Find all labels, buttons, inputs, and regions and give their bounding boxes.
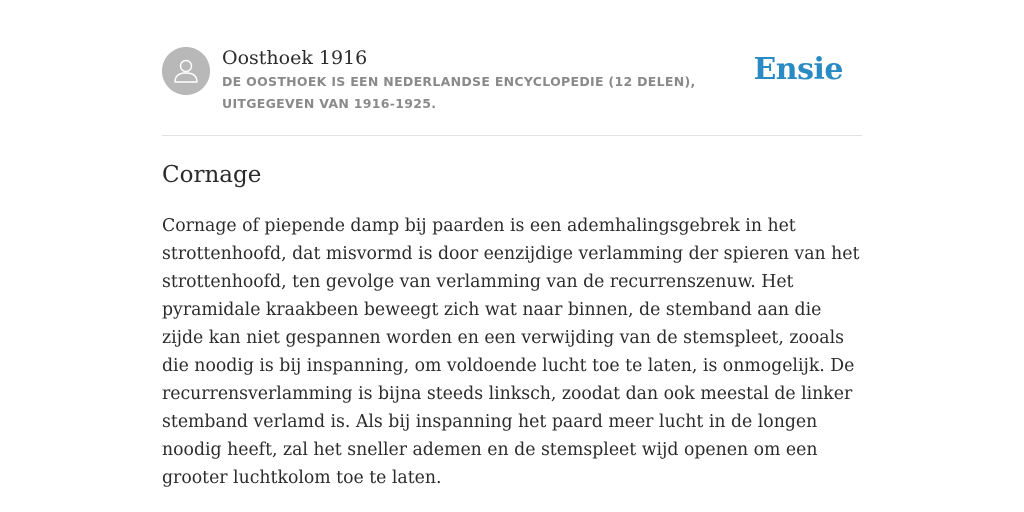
user-silhouette-icon bbox=[162, 47, 210, 95]
source-title[interactable]: Oosthoek 1916 bbox=[222, 47, 368, 69]
source-header bbox=[162, 46, 862, 116]
brand-logo[interactable]: Ensie bbox=[753, 52, 843, 87]
entry-body: Cornage of piepende damp bij paarden is een ademhalingsgebrek in het strottenhoofd, dat misvormd is door eenzijdige verlamming der spieren van het strottenhoofd, ten gevolge van verlamming van de recurrenszenuw. Het pyramidale kraakbeen beweegt zich wat naar binnen, de stemband aan die zijde kan niet gespannen worden en een verwijding van de stemspleet, zooals die noodig is bij inspanning, om voldoende lucht toe te laten, is onmogelijk. De recurrensverlamming is bijna steeds linksch, zoodat dan ook meestal de linker stemband verlamd is. Als bij inspanning het paard meer lucht in de longen noodig heeft, zal het sneller ademen en de stemspleet wijd openen om een grooter luchtkolom toe te laten. bbox=[162, 216, 860, 488]
divider bbox=[162, 135, 862, 136]
source-description: DE OOSTHOEK IS EEN NEDERLANDSE ENCYCLOPEDIE (12 DELEN), UITGEGEVEN VAN 1916-1925. bbox=[222, 74, 696, 111]
avatar[interactable] bbox=[162, 47, 210, 95]
entry-title: Cornage bbox=[162, 162, 262, 188]
